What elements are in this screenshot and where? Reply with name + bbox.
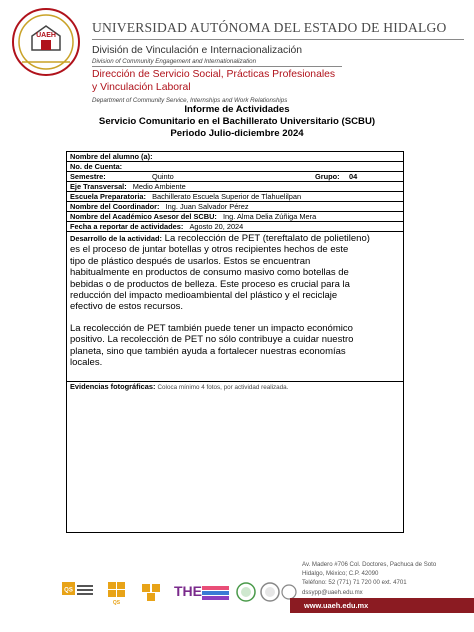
division-subtitle-english: Division of Community Engagement and Internationalization: [92, 58, 257, 65]
activity-paragraph2-line: positivo. La recolección de PET no sólo contribuye a cuidar nuestro: [70, 334, 354, 346]
phone-line: Teléfono: 52 (771) 71 720 00 ext. 4701: [302, 579, 407, 587]
semester-value[interactable]: Quinto: [152, 172, 174, 181]
row-transversal-axis: [67, 182, 403, 192]
transversal-axis-value[interactable]: Medio Ambiente: [132, 182, 186, 191]
semester-label: Semestre:: [70, 172, 106, 181]
row-report-date: [67, 222, 403, 232]
academic-advisor-value[interactable]: Ing. Alma Delia Zúñiga Mera: [222, 212, 317, 221]
direction-title-line1: Dirección de Servicio Social, Prácticas Profesionales: [92, 69, 336, 80]
address-line: Av. Madero #706 Col. Doctores, Pachuca de Soto: [302, 561, 437, 568]
account-number-label: No. de Cuenta:: [70, 162, 123, 171]
direction-title: [92, 68, 392, 94]
high-school-label: Escuela Preparatoria:: [70, 192, 146, 201]
the-impact-ranking-logo: [174, 583, 229, 600]
qs-stars-logo: [108, 582, 125, 606]
coordinator-label: Nombre del Coordinador:: [70, 202, 160, 211]
svg-text:QS: QS: [112, 600, 121, 606]
certification-seal-2: [261, 583, 279, 601]
report-title-line1: Informe de Actividades: [184, 104, 290, 115]
academic-advisor-label: Nombre del Académico Asesor del SCBU:: [70, 212, 217, 221]
activity-paragraph1-line: es el proceso de juntar botellas y otros recipientes hechos de este: [70, 244, 349, 256]
division-rule: [92, 66, 342, 67]
university-name: UNIVERSIDAD AUTÓNOMA DEL ESTADO DE HIDALGO: [92, 20, 447, 35]
footer-url-link[interactable]: www.uaeh.edu.mx: [304, 601, 369, 610]
activity-label: Desarrollo de la actividad:: [70, 234, 163, 243]
email-line[interactable]: dssypp@uaeh.edu.mx: [302, 588, 363, 596]
direction-title-line2: y Vinculación Laboral: [92, 82, 191, 93]
activity-paragraph2-line: locales.: [70, 357, 103, 369]
report-date-value[interactable]: Agosto 20, 2024: [189, 222, 244, 231]
svg-text:THE: THE: [174, 583, 202, 599]
row-account-number: [67, 162, 403, 172]
report-title-line2: Servicio Comunitario en el Bachillerato Universitario (SCBU): [98, 116, 376, 127]
address-line: Hidalgo, México; C.P. 42090: [302, 570, 379, 578]
ranking-logos-strip: [62, 580, 297, 610]
svg-text:QS: QS: [64, 587, 73, 594]
certification-seal-1: [237, 583, 255, 601]
row-high-school: [67, 192, 403, 202]
activity-paragraph1-line: reducción del impacto medioambiental del plástico y el reciclaje: [70, 290, 338, 302]
transversal-axis-label: Eje Transversal:: [70, 182, 127, 191]
activity-paragraph2-line: planeta, sino que también ayuda a fortalecer nuestras economías: [70, 345, 346, 357]
activity-report-form: [66, 151, 404, 533]
row-activity-development: [67, 232, 403, 382]
report-title: [0, 104, 474, 140]
row-student-name: [67, 152, 403, 162]
activity-paragraph1-line: La recolección de PET (tereftalato de polietileno): [164, 233, 370, 244]
activity-paragraph1-line: tipo de plástico después de usarlos. Estos se encuentran: [70, 255, 311, 267]
report-date-label: Fecha a reportar de actividades:: [70, 222, 184, 231]
photo-evidence-label: Evidencias fotográficas:: [70, 382, 156, 391]
activity-paragraph1-line: bebidas o de productos de belleza. Este proceso es crucial para la: [70, 278, 350, 290]
contact-address: [302, 560, 436, 597]
paragraph-spacer: [70, 313, 403, 323]
activity-paragraph2-line: La recolección de PET también puede tener un impacto económico: [70, 322, 353, 334]
activity-first-line: [70, 233, 403, 244]
qs-rating-logo: [142, 584, 160, 601]
row-semester-group: [67, 172, 403, 182]
group-value[interactable]: 04: [349, 172, 358, 181]
photo-evidence-note: Coloca mínimo 4 fotos, por actividad realizada.: [157, 384, 289, 391]
activity-description[interactable]: [70, 233, 403, 368]
direction-subtitle-english: Department of Community Service, Internships and Work Relationships: [92, 97, 288, 104]
svg-text:UAEH: UAEH: [36, 32, 56, 39]
report-title-line3: Periodo Julio-diciembre 2024: [170, 128, 304, 139]
row-coordinator: [67, 202, 403, 212]
high-school-value[interactable]: Bachillerato Escuela Superior de Tlahuelilpan: [152, 192, 302, 201]
certification-seal-3: [282, 585, 296, 599]
student-name-label: Nombre del alumno (a):: [70, 152, 153, 161]
row-academic-advisor: [67, 212, 403, 222]
division-title: División de Vinculación e Internacionalización: [92, 45, 303, 56]
header-rule: [92, 39, 464, 40]
activity-paragraph1-line: habitualmente en productos de consumo masivo como botellas de: [70, 267, 349, 279]
university-seal-logo: [8, 6, 84, 78]
row-photo-evidence: [67, 382, 403, 532]
group-label: Grupo:: [315, 172, 340, 181]
activity-paragraph1-line: efectivo de estos recursos.: [70, 301, 183, 313]
qs-world-ranking-logo: [62, 582, 93, 595]
coordinator-value[interactable]: Ing. Juan Salvador Pérez: [165, 202, 249, 211]
